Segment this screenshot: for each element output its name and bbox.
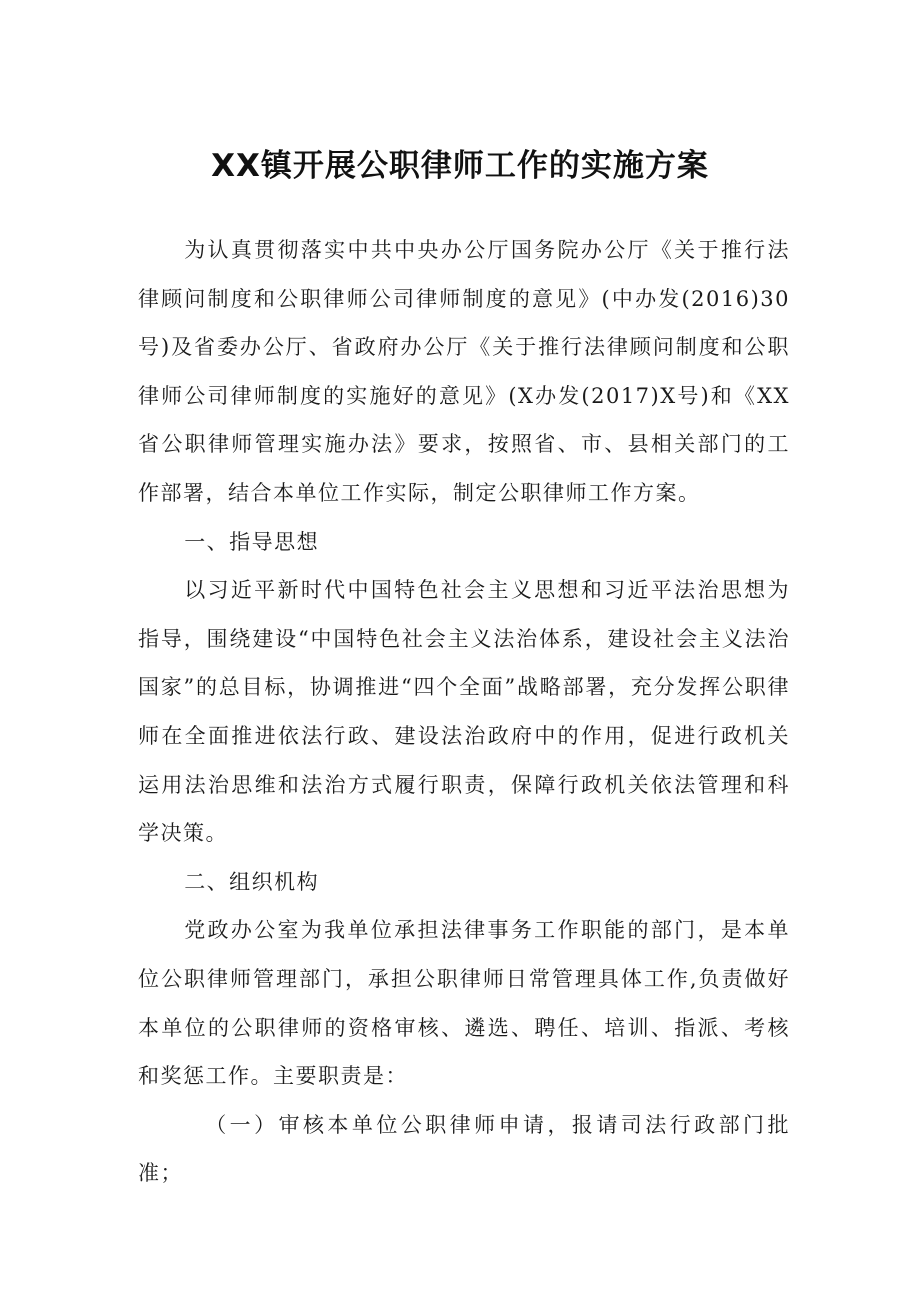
duty-item-1: （一）审核本单位公职律师申请，报请司法行政部门批准； bbox=[138, 1112, 790, 1186]
document-body bbox=[138, 226, 790, 1198]
section-heading-guiding-ideology: 一、指导思想 bbox=[184, 529, 320, 554]
section-heading-organization: 二、组织机构 bbox=[184, 869, 320, 894]
guiding-ideology-paragraph: 以习近平新时代中国特色社会主义思想和习近平法治思想为指导，围绕建设“中国特色社会主义法治体系，建设社会主义法治国家”的总目标，协调推进“四个全面”战略部署，充分发挥公职律师在全面推进依法行政、建设法治政府中的作用，促进行政机关运用法治思维和法治方式履行职责，保障行政机关依法管理和科学决策。 bbox=[138, 578, 790, 846]
intro-paragraph: 为认真贯彻落实中共中央办公厅国务院办公厅《关于推行法律顾问制度和公职律师公司律师制度的意见》(中办发(2016)30号)及省委办公厅、省政府办公厅《关于推行法律顾问制度和公职律师公司律师制度的实施好的意见》(X办发(2017)X号)和《XX省公职律师管理实施办法》要求，按照省、市、县相关部门的工作部署，结合本单位工作实际，制定公职律师工作方案。 bbox=[138, 238, 790, 505]
document-title: XX镇开展公职律师工作的实施方案 bbox=[211, 148, 709, 184]
organization-paragraph: 党政办公室为我单位承担法律事务工作职能的部门，是本单位公职律师管理部门，承担公职律师日常管理具体工作,负责做好本单位的公职律师的资格审核、遴选、聘任、培训、指派、考核和奖惩工作。主要职责是： bbox=[138, 918, 790, 1089]
